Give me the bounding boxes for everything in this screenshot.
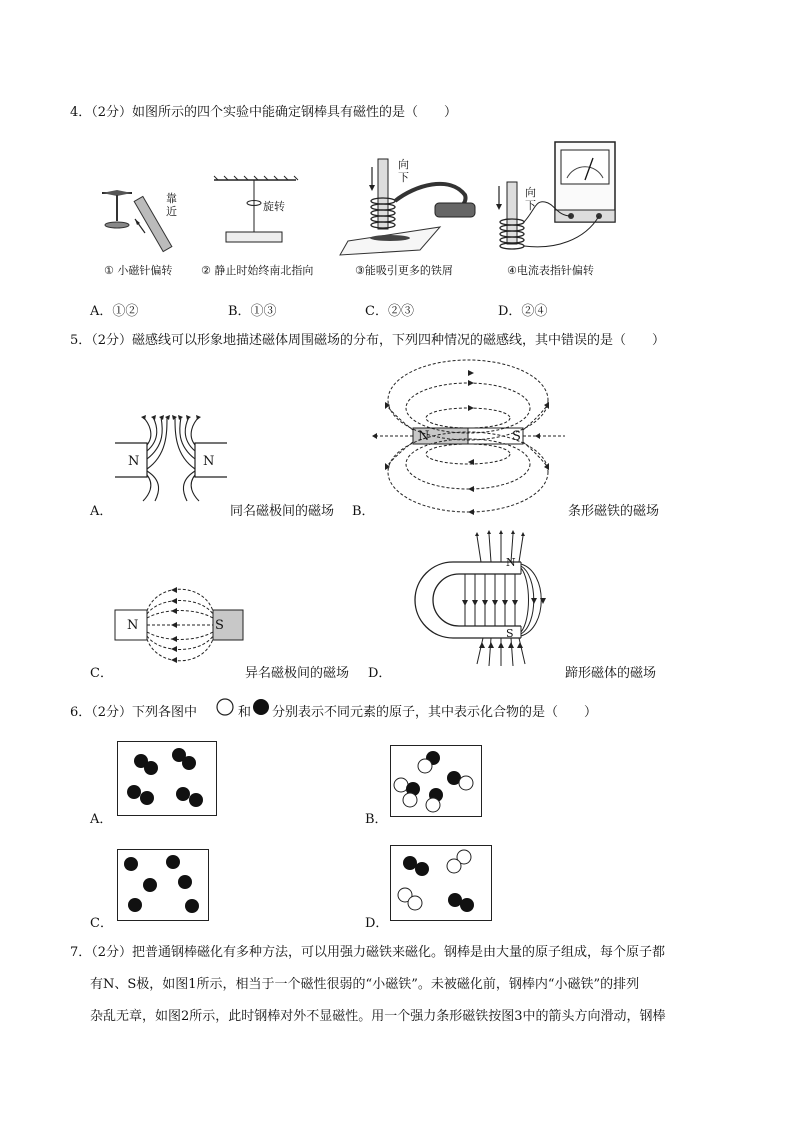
q6-option-b[interactable]: B． bbox=[365, 812, 388, 827]
q6-option-d[interactable]: D． bbox=[365, 916, 389, 931]
q4-caption-3: ③能吸引更多的铁屑 bbox=[355, 264, 453, 277]
q4-figure-2-hanging-rod bbox=[210, 176, 300, 246]
q4-caption-1: ① 小磁针偏转 bbox=[104, 264, 173, 277]
q6-stem-part-2: 和 bbox=[238, 705, 252, 720]
q5-option-c[interactable]: C． bbox=[90, 666, 113, 681]
q6-box-d bbox=[390, 845, 492, 921]
q6-stem-part-1: 6．（2分）下列各图中 bbox=[70, 705, 198, 720]
q6-box-c bbox=[117, 849, 209, 921]
q5d-pole-n: N bbox=[506, 556, 516, 569]
q4-label-xiangxia-2: 向下 bbox=[525, 186, 536, 212]
q4-label-xuanzhuan: 旋转 bbox=[263, 200, 285, 213]
q7-line-3: 杂乱无章，如图2所示，此时钢棒对外不显磁性。用一个强力条形磁铁按图3中的箭头方向滑动，钢棒 bbox=[90, 1009, 666, 1024]
q7-line-1: 7．（2分）把普通钢棒磁化有多种方法，可以用强力磁铁来磁化。钢棒是由大量的原子组成，每个原子都 bbox=[70, 945, 666, 960]
q7-line-2: 有N、S极，如图1所示，相当于一个磁性很弱的“小磁铁”。未被磁化前，钢棒内“小磁铁”的排列 bbox=[90, 977, 640, 992]
black-atom-icon bbox=[252, 698, 270, 716]
q5d-pole-s: S bbox=[506, 627, 514, 640]
q6-option-c[interactable]: C． bbox=[90, 916, 113, 931]
q4-option-c[interactable]: C．②③ bbox=[365, 304, 414, 319]
q6-box-a bbox=[117, 741, 217, 816]
q4-stem: 4．（2分）如图所示的四个实验中能确定钢棒具有磁性的是（ ） bbox=[70, 105, 458, 120]
q5-figure-d-horseshoe bbox=[403, 532, 568, 672]
q4-figure-1-compass bbox=[90, 185, 200, 255]
q6-box-b bbox=[390, 745, 482, 817]
q4-caption-2: ② 静止时始终南北指向 bbox=[201, 264, 314, 277]
q4-option-a[interactable]: A．①② bbox=[90, 304, 139, 319]
q5c-caption: 异名磁极间的磁场 bbox=[245, 666, 350, 681]
q5c-pole-s: S bbox=[215, 618, 224, 633]
q5a-pole-n-right: N bbox=[203, 454, 215, 469]
q5b-pole-s: S bbox=[512, 429, 521, 444]
q4-figure-4-galvanometer bbox=[495, 140, 625, 255]
q5a-caption: 同名磁极间的磁场 bbox=[230, 504, 335, 519]
q4-label-kaojin: 靠近 bbox=[166, 192, 177, 218]
q5b-caption: 条形磁铁的磁场 bbox=[568, 504, 660, 519]
white-atom-icon bbox=[216, 698, 234, 716]
q6-stem-part-3: 分别表示不同元素的原子，其中表示化合物的是（ ） bbox=[272, 705, 598, 720]
q5d-caption: 蹄形磁体的磁场 bbox=[565, 666, 657, 681]
q5b-pole-n: N bbox=[418, 429, 430, 444]
q5-option-d[interactable]: D． bbox=[368, 666, 392, 681]
q5-figure-b-bar-magnet bbox=[375, 358, 575, 518]
q5-option-b[interactable]: B． bbox=[352, 504, 375, 519]
q5-option-a[interactable]: A． bbox=[90, 504, 113, 519]
q5c-pole-n: N bbox=[127, 618, 139, 633]
q5a-pole-n-left: N bbox=[128, 454, 140, 469]
q6-option-a[interactable]: A． bbox=[90, 812, 113, 827]
q4-caption-4: ④电流表指针偏转 bbox=[507, 264, 594, 277]
q4-option-d[interactable]: D．②④ bbox=[498, 304, 548, 319]
q4-label-xiangxia-1: 向下 bbox=[398, 158, 409, 184]
q4-figure-3-coil-filings bbox=[340, 155, 485, 255]
q5-stem: 5．（2分）磁感线可以形象地描述磁体周围磁场的分布，下列四种情况的磁感线，其中错误的是（ ） bbox=[70, 333, 666, 348]
q4-option-b[interactable]: B．①③ bbox=[228, 304, 277, 319]
